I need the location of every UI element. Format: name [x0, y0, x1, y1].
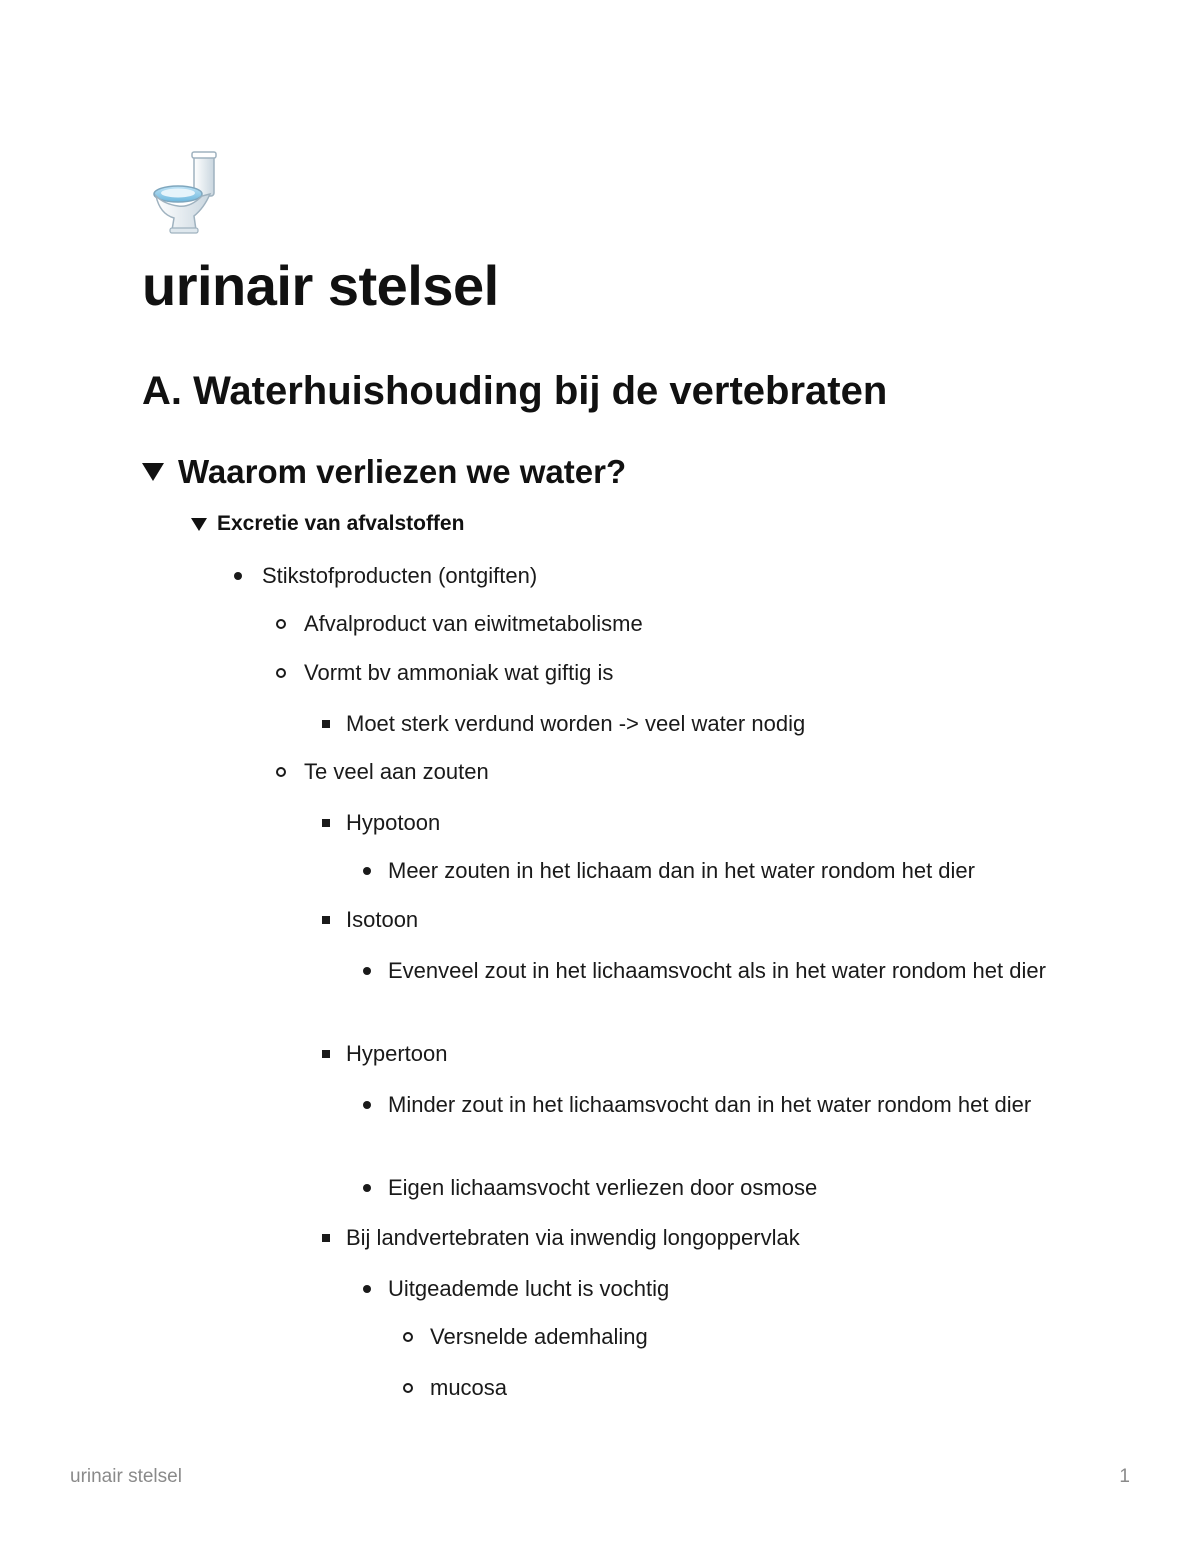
- page-number: 1: [1119, 1466, 1130, 1487]
- list-item: Hypotoon: [346, 805, 1066, 840]
- list-item: Afvalproduct van eiwitmetabolisme: [304, 606, 1064, 641]
- bullet-disc: [363, 1101, 371, 1109]
- toilet-icon: [150, 150, 220, 236]
- list-item: Hypertoon: [346, 1036, 1066, 1071]
- bullet-circle: [276, 619, 286, 629]
- page-title: urinair stelsel: [142, 254, 499, 317]
- list-item: Uitgeademde lucht is vochtig: [388, 1271, 1068, 1306]
- bullet-disc: [234, 572, 242, 580]
- bullet-square: [322, 1050, 330, 1058]
- toggle-waarom-verliezen[interactable]: [142, 450, 626, 494]
- bullet-circle: [403, 1383, 413, 1393]
- triangle-down-icon[interactable]: [142, 463, 164, 481]
- list-item: Meer zouten in het lichaam dan in het water rondom het dier: [388, 853, 1068, 888]
- footer-title: urinair stelsel: [70, 1466, 182, 1487]
- list-item: Minder zout in het lichaamsvocht dan in het water rondom het dier: [388, 1087, 1053, 1122]
- list-item: Moet sterk verdund worden -> veel water nodig: [346, 706, 1066, 741]
- list-item: mucosa: [430, 1370, 1070, 1405]
- toggle-excretie[interactable]: [191, 509, 464, 539]
- bullet-disc: [363, 1184, 371, 1192]
- bullet-disc: [363, 1285, 371, 1293]
- list-item: Stikstofproducten (ontgiften): [262, 558, 1062, 593]
- bullet-circle: [276, 668, 286, 678]
- toggle-label: Excretie van afvalstoffen: [217, 512, 465, 535]
- list-item: Versnelde ademhaling: [430, 1319, 1070, 1354]
- list-item: Eigen lichaamsvocht verliezen door osmose: [388, 1170, 1068, 1205]
- toggle-label: Waarom verliezen we water?: [178, 453, 627, 490]
- bullet-disc: [363, 867, 371, 875]
- list-item: Isotoon: [346, 902, 1066, 937]
- bullet-square: [322, 720, 330, 728]
- list-item: Te veel aan zouten: [304, 754, 1064, 789]
- bullet-square: [322, 1234, 330, 1242]
- bullet-square: [322, 819, 330, 827]
- bullet-circle: [403, 1332, 413, 1342]
- bullet-disc: [363, 967, 371, 975]
- list-item: Evenveel zout in het lichaamsvocht als in het water rondom het dier: [388, 953, 1053, 988]
- list-item: Bij landvertebraten via inwendig longoppervlak: [346, 1220, 1066, 1255]
- list-item: Vormt bv ammoniak wat giftig is: [304, 655, 1064, 690]
- triangle-down-icon[interactable]: [191, 518, 207, 531]
- section-heading: A. Waterhuishouding bij de vertebraten: [142, 369, 888, 413]
- bullet-square: [322, 916, 330, 924]
- bullet-circle: [276, 767, 286, 777]
